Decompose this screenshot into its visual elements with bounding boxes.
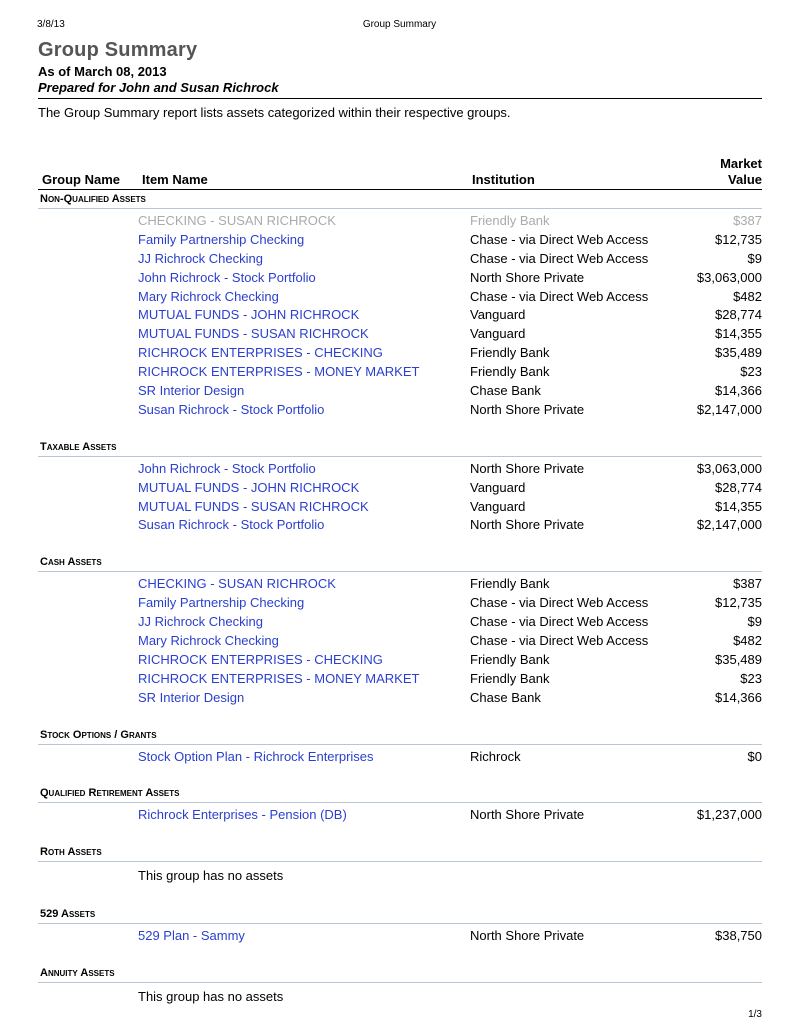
empty-group-message: This group has no assets <box>138 868 284 884</box>
institution: Chase - via Direct Web Access <box>470 633 649 649</box>
report-title-block <box>38 38 762 121</box>
item-name-link[interactable]: MUTUAL FUNDS - SUSAN RICHROCK <box>138 326 369 342</box>
group-title: Cash Assets <box>38 553 762 572</box>
institution: Chase Bank <box>470 689 541 705</box>
column-market-value-line1: Market <box>720 156 762 171</box>
item-name-link[interactable]: Richrock Enterprises - Pension (DB) <box>138 807 347 823</box>
market-value: $14,355 <box>715 498 762 514</box>
item-name-link[interactable]: MUTUAL FUNDS - JOHN RICHROCK <box>138 307 360 323</box>
market-value: $9 <box>747 614 762 630</box>
empty-group-message: This group has no assets <box>138 989 284 1005</box>
asset-row <box>38 325 762 344</box>
asset-row <box>38 594 762 613</box>
market-value: $28,774 <box>715 307 762 323</box>
asset-row <box>38 689 762 708</box>
institution: North Shore Private <box>470 928 585 944</box>
institution: Vanguard <box>470 307 526 323</box>
institution: Vanguard <box>470 479 526 495</box>
group-title: Annuity Assets <box>38 964 762 983</box>
asset-row <box>38 516 762 535</box>
group-title: Stock Options / Grants <box>38 726 762 745</box>
asset-row <box>38 231 762 250</box>
market-value: $3,063,000 <box>696 460 762 476</box>
item-name-link[interactable]: RICHROCK ENTERPRISES - CHECKING <box>138 345 383 361</box>
institution: North Shore Private <box>470 517 585 533</box>
report-description: The Group Summary report lists assets categorized within their respective groups. <box>38 105 511 120</box>
market-value: $28,774 <box>715 479 762 495</box>
prepared-for: Prepared for John and Susan Richrock <box>38 80 762 99</box>
institution: Friendly Bank <box>470 213 550 228</box>
item-name-link[interactable]: SR Interior Design <box>138 689 245 705</box>
group-title: Roth Assets <box>38 843 762 862</box>
institution: Friendly Bank <box>470 651 550 667</box>
institution: Friendly Bank <box>470 345 550 361</box>
market-value: $14,366 <box>715 383 762 399</box>
asset-row <box>38 806 762 825</box>
page-number: 1/3 <box>748 1009 762 1020</box>
item-name-link[interactable]: MUTUAL FUNDS - SUSAN RICHROCK <box>138 498 369 514</box>
institution: Chase - via Direct Web Access <box>470 614 649 630</box>
asset-group <box>38 784 762 843</box>
asset-row <box>38 927 762 946</box>
asset-row <box>38 632 762 651</box>
market-value: $3,063,000 <box>696 269 762 285</box>
market-value: $387 <box>733 576 762 592</box>
column-market-value-line2: Value <box>728 172 762 187</box>
item-name-link[interactable]: RICHROCK ENTERPRISES - MONEY MARKET <box>138 364 420 380</box>
page-header <box>37 19 762 33</box>
institution: North Shore Private <box>470 269 585 285</box>
print-date: 3/8/13 <box>37 19 65 30</box>
column-headers <box>38 155 762 190</box>
market-value: $38,750 <box>715 928 762 944</box>
asset-row <box>38 250 762 269</box>
asset-row <box>38 363 762 382</box>
market-value: $12,735 <box>715 231 762 247</box>
institution: Richrock <box>470 748 521 764</box>
asset-group <box>38 964 762 1008</box>
item-name-link[interactable]: Family Partnership Checking <box>138 231 305 247</box>
item-name-link[interactable]: John Richrock - Stock Portfolio <box>138 460 316 476</box>
group-title: Non-Qualified Assets <box>38 190 762 209</box>
item-name-link[interactable]: SR Interior Design <box>138 383 245 399</box>
asset-group <box>38 843 762 905</box>
institution: Chase - via Direct Web Access <box>470 250 649 266</box>
asset-row <box>38 401 762 420</box>
market-value: $2,147,000 <box>696 401 762 417</box>
column-item-name: Item Name <box>142 172 208 187</box>
asset-group <box>38 438 762 554</box>
asset-row <box>38 288 762 307</box>
asset-row <box>38 212 762 231</box>
institution: Chase - via Direct Web Access <box>470 595 649 611</box>
group-title: Taxable Assets <box>38 438 762 457</box>
item-name-link[interactable]: Mary Richrock Checking <box>138 288 279 304</box>
institution: Friendly Bank <box>470 576 550 592</box>
item-name-link[interactable]: CHECKING - SUSAN RICHROCK <box>138 576 336 592</box>
item-name-link[interactable]: Susan Richrock - Stock Portfolio <box>138 517 325 533</box>
item-name-link[interactable]: 529 Plan - Sammy <box>138 928 245 944</box>
group-title: 529 Assets <box>38 905 762 924</box>
asset-row <box>38 460 762 479</box>
asset-row <box>38 651 762 670</box>
as-of-date: As of March 08, 2013 <box>38 64 167 79</box>
asset-row <box>38 382 762 401</box>
institution: North Shore Private <box>470 460 585 476</box>
market-value: $14,355 <box>715 326 762 342</box>
asset-row <box>38 498 762 517</box>
institution: Chase - via Direct Web Access <box>470 231 649 247</box>
asset-group <box>38 726 762 785</box>
asset-row <box>38 575 762 594</box>
market-value: $387 <box>733 213 762 228</box>
market-value: $0 <box>747 748 762 764</box>
asset-group <box>38 190 762 438</box>
asset-row <box>38 748 762 767</box>
report-title: Group Summary <box>38 39 198 61</box>
header-title: Group Summary <box>362 19 437 30</box>
item-name-link[interactable]: RICHROCK ENTERPRISES - CHECKING <box>138 651 383 667</box>
item-name-link[interactable]: JJ Richrock Checking <box>138 250 263 266</box>
item-name-link[interactable]: Mary Richrock Checking <box>138 633 279 649</box>
asset-row <box>38 613 762 632</box>
column-market-value <box>720 156 762 188</box>
groups-list <box>38 190 762 1008</box>
institution: North Shore Private <box>470 401 585 417</box>
item-name-link[interactable]: Susan Richrock - Stock Portfolio <box>138 401 325 417</box>
market-value: $9 <box>747 250 762 266</box>
market-value: $35,489 <box>715 345 762 361</box>
institution: Friendly Bank <box>470 364 550 380</box>
item-name-link[interactable]: Family Partnership Checking <box>138 595 305 611</box>
item-name-link[interactable]: Stock Option Plan - Richrock Enterprises <box>138 748 374 764</box>
column-institution: Institution <box>472 172 535 187</box>
item-name-link[interactable]: John Richrock - Stock Portfolio <box>138 269 316 285</box>
asset-row <box>38 479 762 498</box>
market-value: $482 <box>733 288 762 304</box>
institution: Vanguard <box>470 498 526 514</box>
institution: Chase - via Direct Web Access <box>470 288 649 304</box>
item-name-link[interactable]: JJ Richrock Checking <box>138 614 263 630</box>
asset-group <box>38 553 762 725</box>
market-value: $23 <box>740 670 762 686</box>
institution: Friendly Bank <box>470 670 550 686</box>
asset-group <box>38 905 762 964</box>
market-value: $2,147,000 <box>696 517 762 533</box>
asset-row <box>38 306 762 325</box>
market-value: $12,735 <box>715 595 762 611</box>
column-group-name: Group Name <box>42 172 121 187</box>
item-name-link[interactable]: MUTUAL FUNDS - JOHN RICHROCK <box>138 479 360 495</box>
market-value: $482 <box>733 633 762 649</box>
item-name-link[interactable]: RICHROCK ENTERPRISES - MONEY MARKET <box>138 670 420 686</box>
institution: Vanguard <box>470 326 526 342</box>
market-value: $23 <box>740 364 762 380</box>
market-value: $35,489 <box>715 651 762 667</box>
market-value: $14,366 <box>715 689 762 705</box>
group-title: Qualified Retirement Assets <box>38 784 762 803</box>
asset-row <box>38 269 762 288</box>
item-name-link[interactable]: CHECKING - SUSAN RICHROCK <box>138 213 336 228</box>
market-value: $1,237,000 <box>696 807 762 823</box>
institution: Chase Bank <box>470 383 541 399</box>
asset-row <box>38 344 762 363</box>
asset-row <box>38 670 762 689</box>
institution: North Shore Private <box>470 807 585 823</box>
